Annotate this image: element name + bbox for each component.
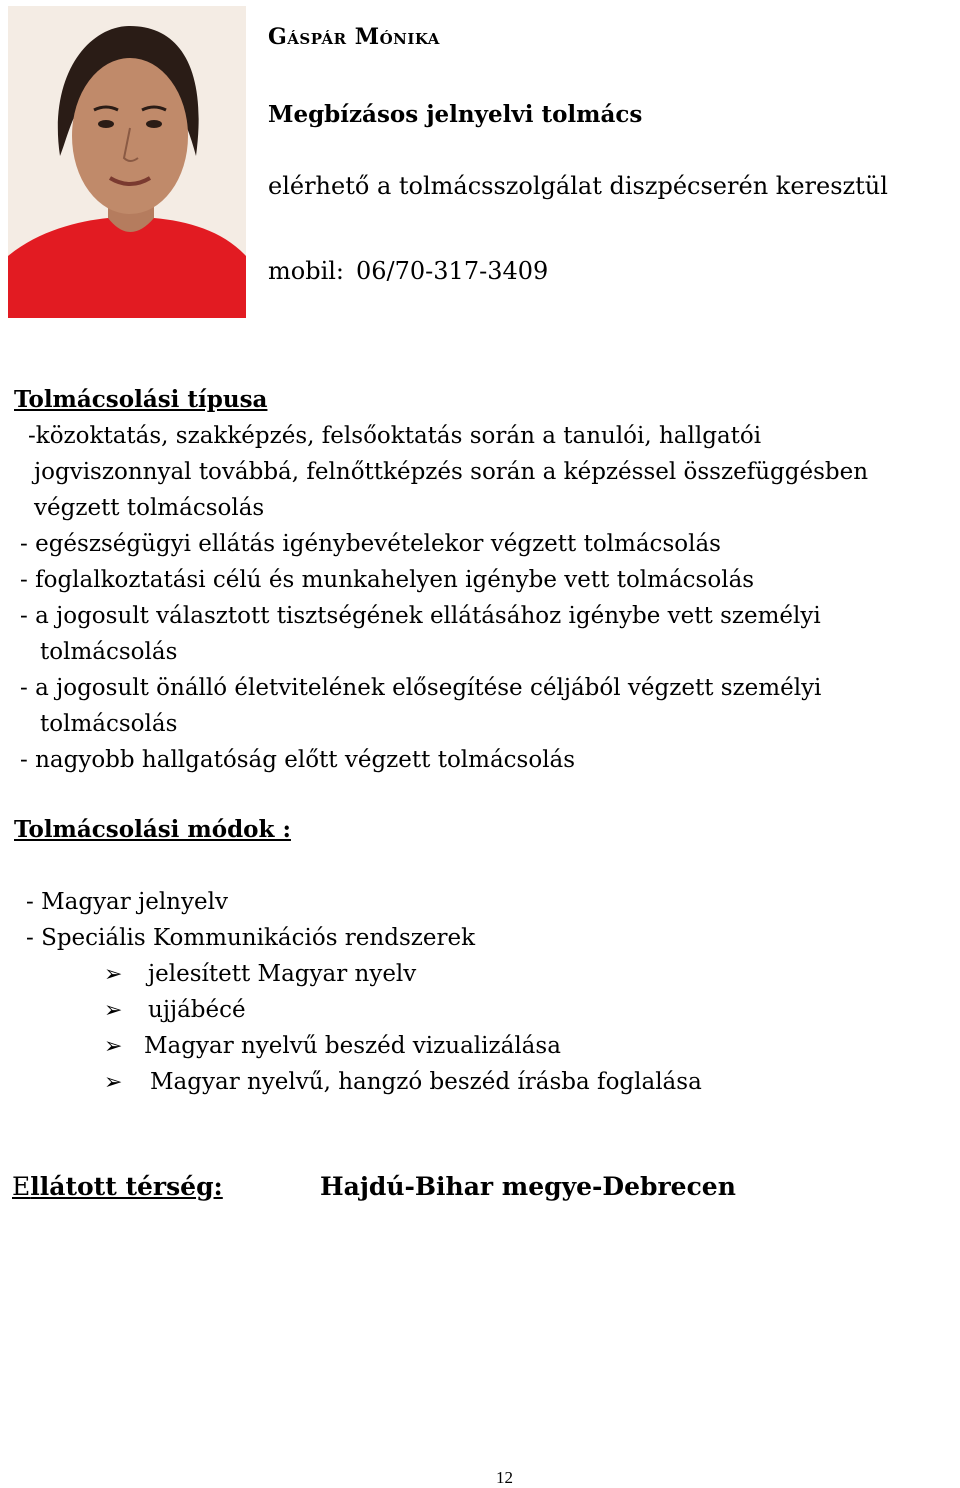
region-label-rest: llátott térség: [30,1172,223,1201]
portrait-illustration [8,6,246,318]
portrait-photo [8,6,246,318]
arrow-bullet-icon: ➢ [104,962,123,987]
types-line: - egészségügyi ellátás igénybevételekor végzett tolmácsolás [20,531,721,557]
types-line: - foglalkoztatási célú és munkahelyen igénybe vett tolmácsolás [20,567,755,593]
modes-heading: Tolmácsolási módok : [14,816,291,843]
arrow-bullet-icon: ➢ [104,998,123,1023]
mode-item: - Magyar jelnyelv [26,889,228,915]
region-value: Hajdú-Bihar megye-Debrecen [320,1172,736,1201]
types-line: - a jogosult önálló életvitelének elősegítése céljából végzett személyi [20,675,822,701]
arrow-bullet-icon: ➢ [104,1070,123,1095]
types-line: tolmácsolás [40,711,178,737]
person-role: Megbízásos jelnyelvi tolmács [268,101,643,128]
region-label [12,1172,223,1201]
mobile-number: 06/70-317-3409 [356,257,549,285]
mobile-label: mobil: [268,257,345,285]
types-line: - nagyobb hallgatóság előtt végzett tolmácsolás [20,747,576,773]
types-line: tolmácsolás [40,639,178,665]
types-line: - a jogosult választott tisztségének ellátásához igénybe vett személyi [20,603,821,629]
mode-subitem: Magyar nyelvű beszéd vizualizálása [144,1033,561,1059]
mode-item: - Speciális Kommunikációs rendszerek [26,925,476,951]
region-label-first-letter: E [12,1172,31,1201]
arrow-bullet-icon: ➢ [104,1034,123,1059]
types-heading: Tolmácsolási típusa [14,386,268,413]
page-number: 12 [496,1468,513,1487]
person-name: Gáspár Mónika [268,24,440,50]
mode-subitem: ujjábécé [148,997,246,1023]
mode-subitem: jelesített Magyar nyelv [148,961,417,987]
types-line: végzett tolmácsolás [34,495,265,521]
types-line: -közoktatás, szakképzés, felsőoktatás során a tanulói, hallgatói [28,423,762,449]
mode-subitem: Magyar nyelvű, hangzó beszéd írásba foglalása [150,1069,702,1095]
mobile-line [268,257,548,285]
availability-text: elérhető a tolmácsszolgálat diszpécserén keresztül [268,172,888,200]
types-line: jogviszonnyal továbbá, felnőttképzés során a képzéssel összefüggésben [34,459,869,485]
